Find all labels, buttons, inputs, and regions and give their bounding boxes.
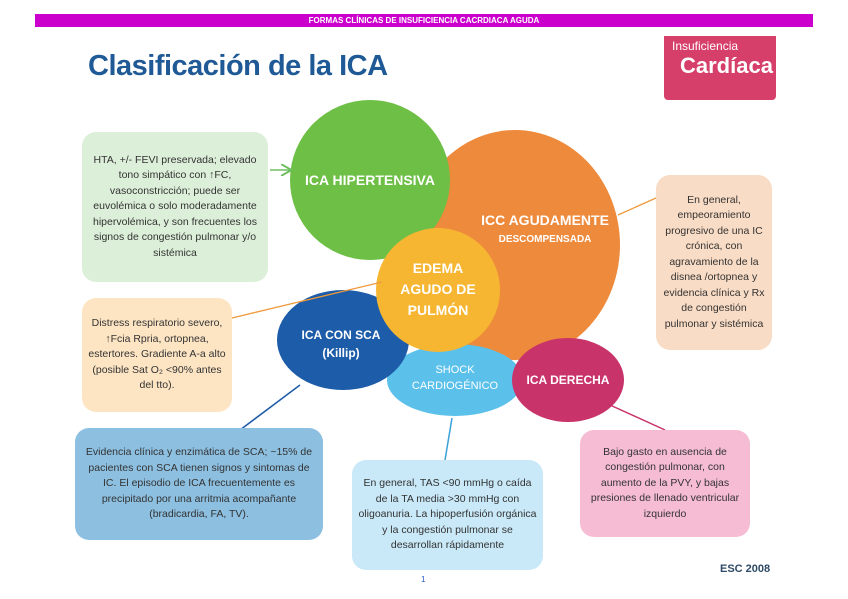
page-title: Clasificación de la ICA <box>88 50 388 82</box>
box-sca: Evidencia clínica y enzimática de SCA; ~15% de pacientes con SCA tienen signos y sintomas de IC. El episodio de ICA frecuentemente es precipitado por una arritmia acompañante (bradicardia, FA, TV). <box>75 428 323 540</box>
logo-line2: Cardíaca <box>680 53 773 78</box>
source-label: ESC 2008 <box>720 563 771 575</box>
logo-line1: Insuficiencia <box>672 39 739 53</box>
header-banner: FORMAS CLÍNICAS DE INSUFICIENCIA CACRDIACA AGUDA <box>35 14 813 27</box>
node-icc-title: ICC AGUDAMENTE <box>481 212 609 228</box>
box-icc: En general, empeoramiento progresivo de una IC crónica, con agravamiento de la disnea /ortopnea y evidencia clínica y Rx de congestión pulmonar y sistémica <box>656 175 772 350</box>
node-edema: EDEMA AGUDO DE PULMÓN <box>400 260 476 318</box>
node-icc <box>480 210 610 245</box>
box-derecha: Bajo gasto en ausencia de congestión pulmonar, con aumento de la PVY, y bajas presiones de llenado ventricular izquierdo <box>580 430 750 537</box>
arrow-icc <box>618 198 656 215</box>
box-hipertensiva: HTA, +/- FEVI preservada; elevado tono simpático con ↑FC, vasoconstricción; puede ser euvolémica o solo moderadamente hipervolémica, y son frecuentes los signos de congestión pulmonar y/o sistémica <box>82 132 268 282</box>
node-hipertensiva: ICA HIPERTENSIVA <box>305 172 435 188</box>
node-icc-sub: DESCOMPENSADA <box>498 234 592 245</box>
box-shock: En general, TAS <90 mmHg o caída de la TA media >30 mmHg con oligoanuria. La hipoperfusión orgánica y la congestión pulmonar se desarrollan rápidamente <box>352 460 543 570</box>
node-shock: SHOCK CARDIOGÉNICO <box>411 364 499 392</box>
node-derecha: ICA DERECHA <box>526 373 610 387</box>
page-number: 1 <box>421 575 426 584</box>
arrow-derecha <box>610 405 665 430</box>
arrow-shock <box>445 418 452 460</box>
node-sca: ICA CON SCA (Killip) <box>301 328 381 360</box>
box-edema: Distress respiratorio severo, ↑Fcia Rpria, ortopnea, estertores. Gradiente A-a alto (posible Sat O₂ <90% antes del tto). <box>82 298 232 412</box>
arrow-sca <box>240 385 300 430</box>
